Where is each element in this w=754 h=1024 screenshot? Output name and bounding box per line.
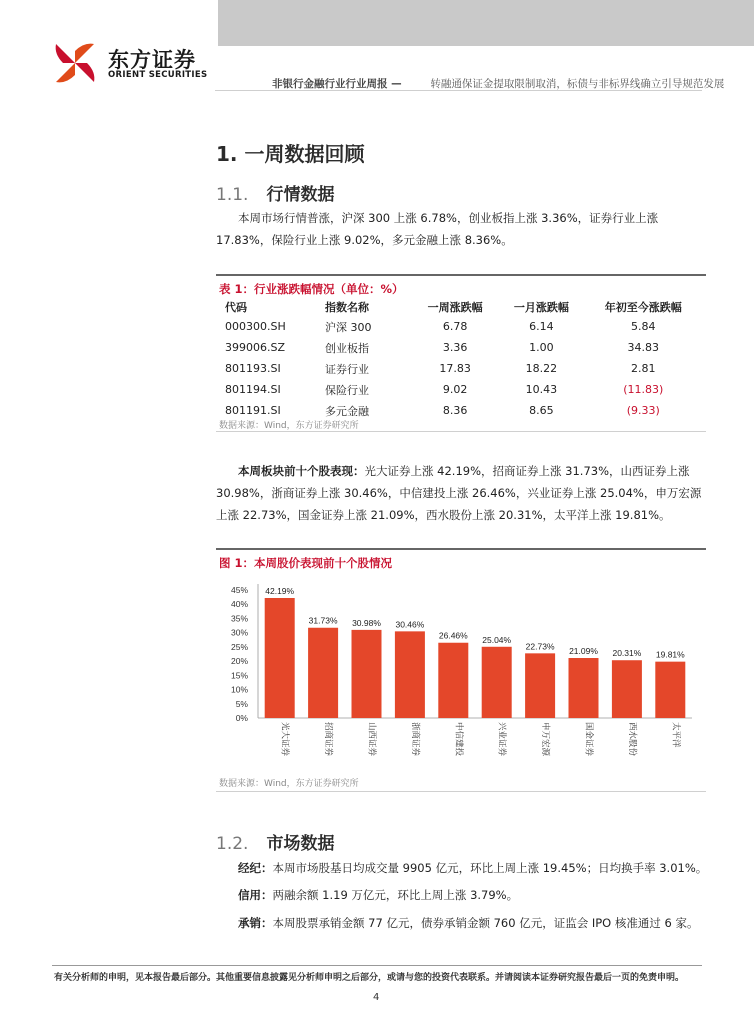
x-tick-label: 西水股份	[626, 722, 637, 757]
chart-bar	[395, 631, 425, 718]
y-tick-label: 25%	[230, 641, 248, 652]
chart-bar	[612, 660, 642, 718]
market-item-label: 信用：	[238, 888, 273, 902]
top10-paragraph	[216, 460, 712, 526]
figure-1-source: 数据来源：Wind，东方证券研究所	[219, 779, 359, 789]
cell-code: 801194.SI	[225, 383, 281, 396]
cell-index-name: 创业板指	[325, 341, 369, 355]
data-label: 21.09%	[569, 646, 598, 657]
market-item-underwriting	[216, 912, 712, 934]
brand-name-en: ORIENT SECURITIES	[108, 70, 208, 80]
col-header-week: 一周涨跌幅	[427, 301, 483, 314]
logo-leaf-shape	[56, 63, 75, 82]
section-1-title: 1. 一周数据回顾	[216, 142, 365, 166]
page-number: 4	[373, 992, 380, 1003]
cell-code: 801191.SI	[225, 404, 281, 417]
data-label: 30.98%	[352, 617, 381, 628]
footer-disclaimer: 有关分析师的申明，见本报告最后部分。其他重要信息披露见分析师申明之后部分，或请与您的投资代表联系。并请阅读本证券研究报告最后一页的免责申明。	[54, 973, 685, 983]
x-tick-label: 国金证券	[583, 722, 594, 757]
chart-bar	[265, 598, 295, 718]
cell-week-change: 9.02	[442, 383, 468, 396]
x-tick-label: 太平洋	[670, 722, 681, 748]
chart-bar	[482, 647, 512, 718]
data-label: 30.46%	[395, 619, 425, 630]
chart-bar	[525, 653, 555, 718]
market-item-text: 本周市场股基日均成交量 9905 亿元，环比上周上涨 19.45%；日均换手率 3.01%。	[272, 861, 708, 875]
table-1-title: 表 1：行业涨跌幅情况（单位：%）	[219, 282, 404, 296]
logo-leaf-shape	[75, 44, 94, 63]
x-tick-label: 兴业证券	[496, 722, 507, 757]
top10-text: 光大证券上涨 42.19%，招商证券上涨 31.73%，山西证券上涨 30.98%，浙商证券上涨 30.46%，中信建投上涨 26.46%，兴业证券上涨 25.04%，申万宏源上涨 22.73%，国金证券上涨 21.09%，西水股份上涨 20.31%，太平洋上涨 19.81%。	[216, 464, 702, 522]
market-summary-paragraph	[216, 207, 712, 251]
y-tick-label: 30%	[230, 627, 248, 638]
table-row	[219, 358, 699, 379]
cell-index-name: 多元金融	[325, 404, 369, 418]
market-item-label: 承销：	[238, 916, 273, 930]
y-tick-label: 15%	[230, 670, 248, 681]
cell-week-change: 3.36	[442, 341, 468, 354]
top10-lead: 本周板块前十个股表现：	[238, 464, 365, 478]
section-1-2-number: 1.2.	[216, 834, 249, 854]
industry-return-table	[219, 298, 699, 421]
y-tick-label: 20%	[230, 656, 248, 667]
cell-ytd-change: 5.84	[631, 320, 656, 333]
table-row	[219, 379, 699, 400]
section-1-2-title: 市场数据	[266, 834, 335, 854]
x-tick-label: 光大证券	[279, 722, 290, 757]
footer-divider	[52, 965, 702, 966]
cell-code: 801193.SI	[225, 362, 281, 375]
y-tick-label: 35%	[230, 613, 248, 624]
cell-week-change: 17.83	[439, 362, 471, 375]
data-label: 25.04%	[482, 634, 512, 645]
table-header-row	[219, 298, 699, 316]
cell-month-change: 1.00	[529, 341, 554, 354]
col-header-code: 代码	[225, 301, 247, 314]
col-header-name: 指数名称	[325, 301, 369, 314]
cell-month-change: 8.65	[529, 404, 554, 417]
cell-month-change: 6.14	[529, 320, 554, 333]
table-1-source: 数据来源：Wind，东方证券研究所	[219, 421, 359, 431]
orient-logo-icon	[52, 40, 98, 86]
col-header-month: 一月涨跌幅	[513, 301, 569, 314]
section-1-1-number: 1.1.	[216, 185, 249, 205]
top10-bar-chart	[216, 572, 706, 772]
brand-name-cn: 东方证券	[108, 48, 196, 72]
logo-leaf-shape	[75, 63, 94, 82]
x-tick-label: 中信建投	[453, 722, 464, 757]
report-header	[272, 76, 724, 91]
chart-bar	[308, 628, 338, 718]
report-type: 非银行金融行业行业周报 —	[272, 78, 402, 90]
x-tick-label: 浙商证券	[409, 722, 420, 757]
cell-ytd-change: (11.83)	[623, 383, 664, 396]
cell-index-name: 证券行业	[325, 362, 369, 376]
x-tick-label: 申万宏源	[540, 722, 551, 757]
data-label: 20.31%	[612, 648, 642, 659]
table-row	[219, 337, 699, 358]
cell-index-name: 沪深 300	[325, 320, 372, 334]
data-label: 26.46%	[438, 630, 468, 641]
market-summary-text: 本周市场行情普涨，沪深 300 上涨 6.78%，创业板指上涨 3.36%，证券行业上涨 17.83%，保险行业上涨 9.02%，多元金融上涨 8.36%。	[216, 211, 659, 247]
data-label: 19.81%	[655, 649, 685, 660]
y-tick-label: 5%	[235, 698, 248, 709]
x-tick-label: 山西证券	[366, 722, 377, 757]
data-label: 42.19%	[265, 585, 295, 596]
y-tick-label: 40%	[230, 599, 248, 610]
section-1-1-title: 行情数据	[266, 185, 335, 205]
data-label: 31.73%	[308, 615, 338, 626]
cell-code: 000300.SH	[225, 320, 286, 333]
header-gray-band	[218, 0, 754, 46]
chart-bar	[655, 662, 685, 718]
market-item-credit	[216, 884, 712, 906]
market-item-label: 经纪：	[238, 861, 273, 875]
cell-code: 399006.SZ	[225, 341, 286, 354]
cell-month-change: 18.22	[525, 362, 558, 375]
chart-bar	[438, 643, 468, 718]
section-1-2-heading	[216, 829, 334, 854]
data-label: 22.73%	[525, 641, 555, 652]
cell-ytd-change: (9.33)	[626, 404, 660, 417]
y-tick-label: 45%	[230, 585, 248, 595]
brand-logo	[52, 40, 222, 86]
cell-week-change: 8.36	[442, 404, 468, 417]
cell-ytd-change: 2.81	[631, 362, 656, 375]
chart-bar	[352, 630, 382, 718]
cell-month-change: 10.43	[525, 383, 558, 396]
logo-leaf-shape	[56, 44, 75, 63]
cell-week-change: 6.78	[442, 320, 468, 333]
y-tick-label: 10%	[230, 684, 248, 695]
table-row	[219, 316, 699, 337]
market-item-brokerage	[216, 857, 712, 879]
y-tick-label: 0%	[235, 713, 248, 723]
figure-1-title: 图 1：本周股价表现前十个股情况	[219, 556, 393, 570]
header-divider	[215, 90, 702, 91]
market-item-text: 两融余额 1.19 万亿元，环比上周上涨 3.79%。	[272, 888, 519, 902]
cell-index-name: 保险行业	[325, 383, 369, 397]
section-1-1-heading	[216, 180, 334, 205]
report-title: 转融通保证金提取限制取消，标债与非标界线确立引导规范发展	[430, 78, 725, 90]
market-item-text: 本周股票承销金额 77 亿元，债券承销金额 760 亿元，证监会 IPO 核准通过 6 家。	[272, 916, 699, 930]
cell-ytd-change: 34.83	[627, 341, 660, 354]
figure-1	[216, 548, 706, 792]
chart-bar	[569, 658, 599, 718]
col-header-ytd: 年初至今涨跌幅	[604, 301, 682, 314]
table-1	[216, 274, 706, 432]
x-tick-label: 招商证券	[323, 722, 334, 757]
